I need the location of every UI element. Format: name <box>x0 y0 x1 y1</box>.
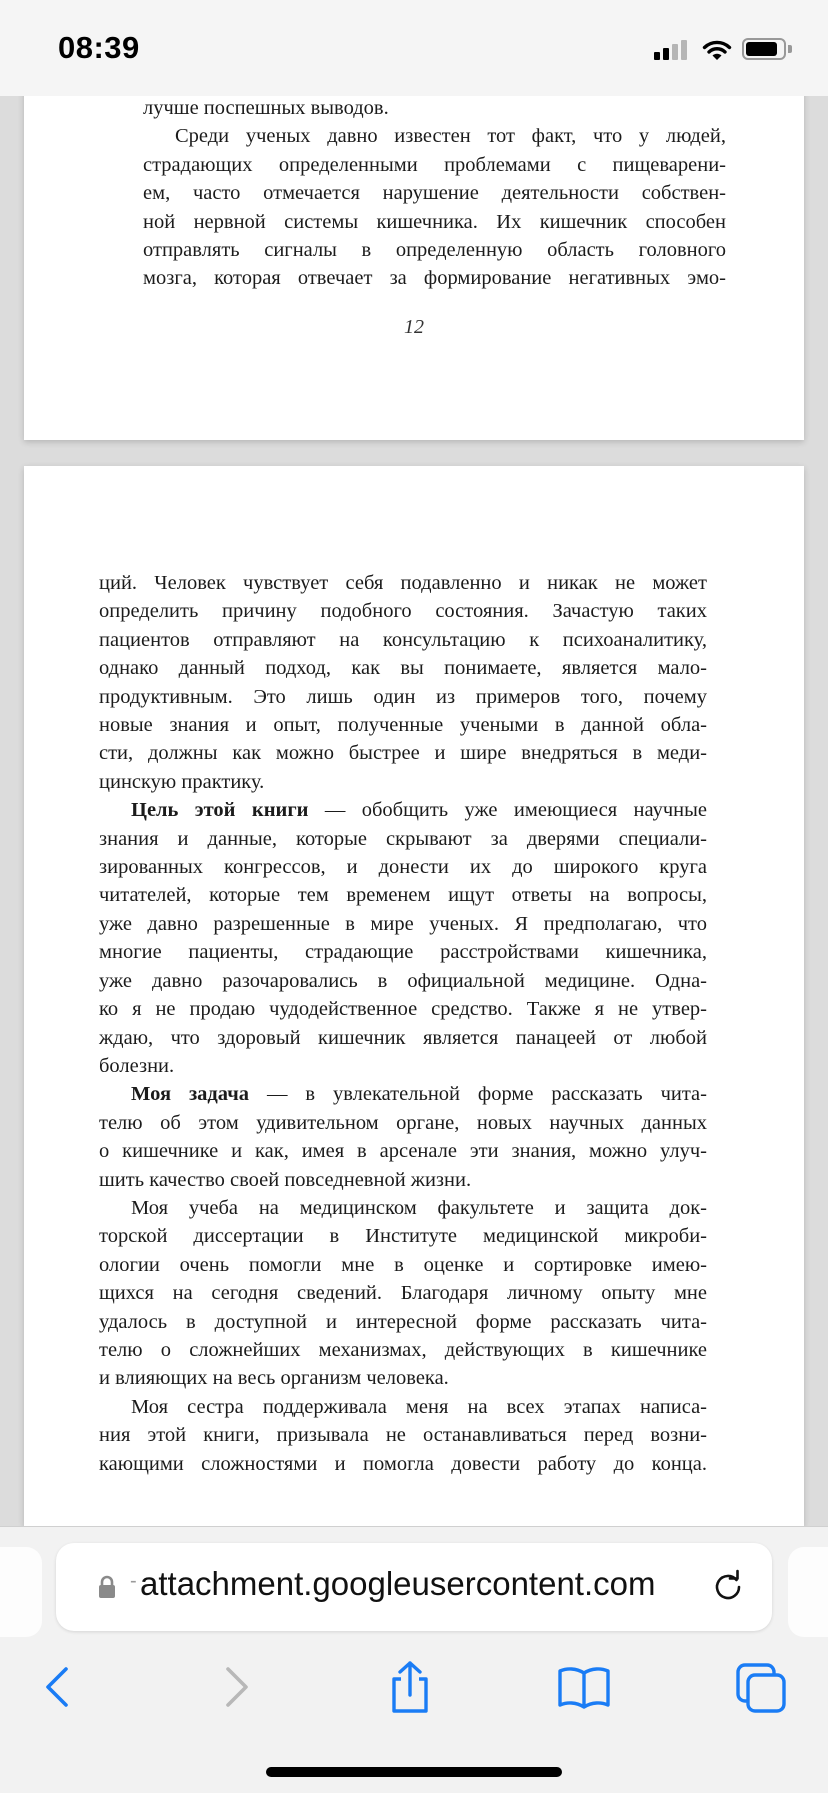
text-line: мозга, которая отвечает за формирование негативных эмо- <box>143 267 726 290</box>
text-line: определить причину подобного состояния. Зачастую таких <box>99 600 707 623</box>
text-line: читателей, которые тем временем ищут ответы на вопросы, <box>99 884 707 907</box>
bold-lead: Цель этой книги <box>131 799 309 822</box>
text-line: болезни. <box>99 1054 175 1077</box>
text-line: уже давно разрешенные в мире ученых. Я предполагаю, что <box>99 912 707 935</box>
text-line: пациентов отправляют на консультацию к психоаналитику, <box>99 628 707 651</box>
text-line: торской диссертации в Институте медицинской микроби- <box>99 1225 707 1248</box>
text-line: Моя сестра поддерживала меня на всех этапах написа- <box>131 1395 707 1418</box>
text-line: щихся на сегодня сведений. Благодаря личному опыту мне <box>99 1282 707 1305</box>
battery-icon <box>742 38 794 62</box>
next-tab-preview[interactable] <box>788 1547 828 1637</box>
text-line: удалось в доступной и интересной форме рассказать чита- <box>99 1310 707 1333</box>
text-line: зированных конгрессов, и донести их до широкого круга <box>99 856 707 879</box>
bookmarks-button[interactable] <box>556 1659 612 1715</box>
text-line: цинскую практику. <box>99 770 265 793</box>
lock-icon <box>98 1575 116 1599</box>
cellular-signal-icon <box>654 38 688 60</box>
tabs-button[interactable] <box>734 1659 790 1715</box>
text-line: лучше поспешных выводов. <box>143 97 389 119</box>
document-page-2 <box>24 466 804 1526</box>
document-page-1 <box>24 60 804 440</box>
url-prefix: - <box>130 1570 137 1592</box>
text-line: Среди ученых давно известен тот факт, что у людей, <box>175 125 726 148</box>
text-line: новые знания и опыт, полученные учеными в данной обла- <box>99 714 707 737</box>
back-button[interactable] <box>30 1659 86 1715</box>
text-line: телю об этом удивительном органе, новых научных данных <box>99 1111 707 1134</box>
text-line: продуктивным. Это лишь один из примеров того, почему <box>99 685 707 708</box>
page-number: 12 <box>404 316 424 338</box>
address-bar[interactable] <box>56 1543 772 1631</box>
text-line: ждаю, что здоровый кишечник является панацеей от любой <box>99 1026 707 1049</box>
text-line: ния этой книги, призывала не останавливаться перед возни- <box>99 1424 707 1447</box>
text-line: кающими сложностями и помогла довести работу до конца. <box>99 1452 707 1475</box>
text-line: телю о сложнейших механизмах, действующих в кишечнике <box>99 1338 707 1361</box>
text-line: и влияющих на весь организм человека. <box>99 1367 449 1390</box>
page-1-text <box>143 94 726 293</box>
page-2-text <box>99 569 707 1478</box>
home-indicator[interactable] <box>266 1767 562 1777</box>
browser-toolbar <box>0 1526 828 1793</box>
share-button[interactable] <box>382 1659 438 1715</box>
text-line: отправлять сигналы в определенную область головного <box>143 239 726 262</box>
text-line: ко я не продаю чудодейственное средство. Также я не утвер- <box>99 998 707 1021</box>
bold-lead: Моя задача <box>131 1083 250 1106</box>
text-line: Моя учеба на медицинском факультете и защита док- <box>131 1196 707 1219</box>
text-line: многие пациенты, страдающие расстройствами кишечника, <box>99 941 707 964</box>
text-line: о кишечнике и как, имея в арсенале эти знания, можно улуч- <box>99 1140 707 1163</box>
status-time: 08:39 <box>58 30 140 65</box>
text-line: знания и данные, которые скрывают за дверями специали- <box>99 827 707 850</box>
text-line: ологии очень помогли мне в оценке и сортировке имею- <box>99 1253 707 1276</box>
text-line <box>99 1080 707 1108</box>
previous-tab-preview[interactable] <box>0 1547 42 1637</box>
text-line: ной нервной системы кишечника. Их кишечник способен <box>143 210 726 233</box>
text-line: страдающих определенными проблемами с пищеварени- <box>143 153 726 176</box>
text-line: шить качество своей повседневной жизни. <box>99 1168 472 1191</box>
lead-rest: — в увлекательной форме рассказать чита- <box>249 1083 707 1106</box>
forward-button[interactable] <box>208 1659 264 1715</box>
wifi-icon <box>700 38 734 62</box>
text-line: однако данный подход, как вы понимаете, является мало- <box>99 657 707 680</box>
text-line <box>99 796 707 824</box>
url-text: attachment.googleusercontent.com <box>140 1565 656 1602</box>
text-line: ем, часто отмечается нарушение деятельности собствен- <box>143 182 726 205</box>
reload-icon[interactable] <box>710 1569 746 1605</box>
status-bar <box>0 0 828 96</box>
text-line: ций. Человек чувствует себя подавленно и никак не может <box>99 572 707 594</box>
lead-rest: — обобщить уже имеющиеся научные <box>308 799 707 822</box>
text-line: сти, должны как можно быстрее и шире внедряться в меди- <box>99 742 707 765</box>
text-line: уже давно разочаровались в официальной медицине. Одна- <box>99 969 707 992</box>
